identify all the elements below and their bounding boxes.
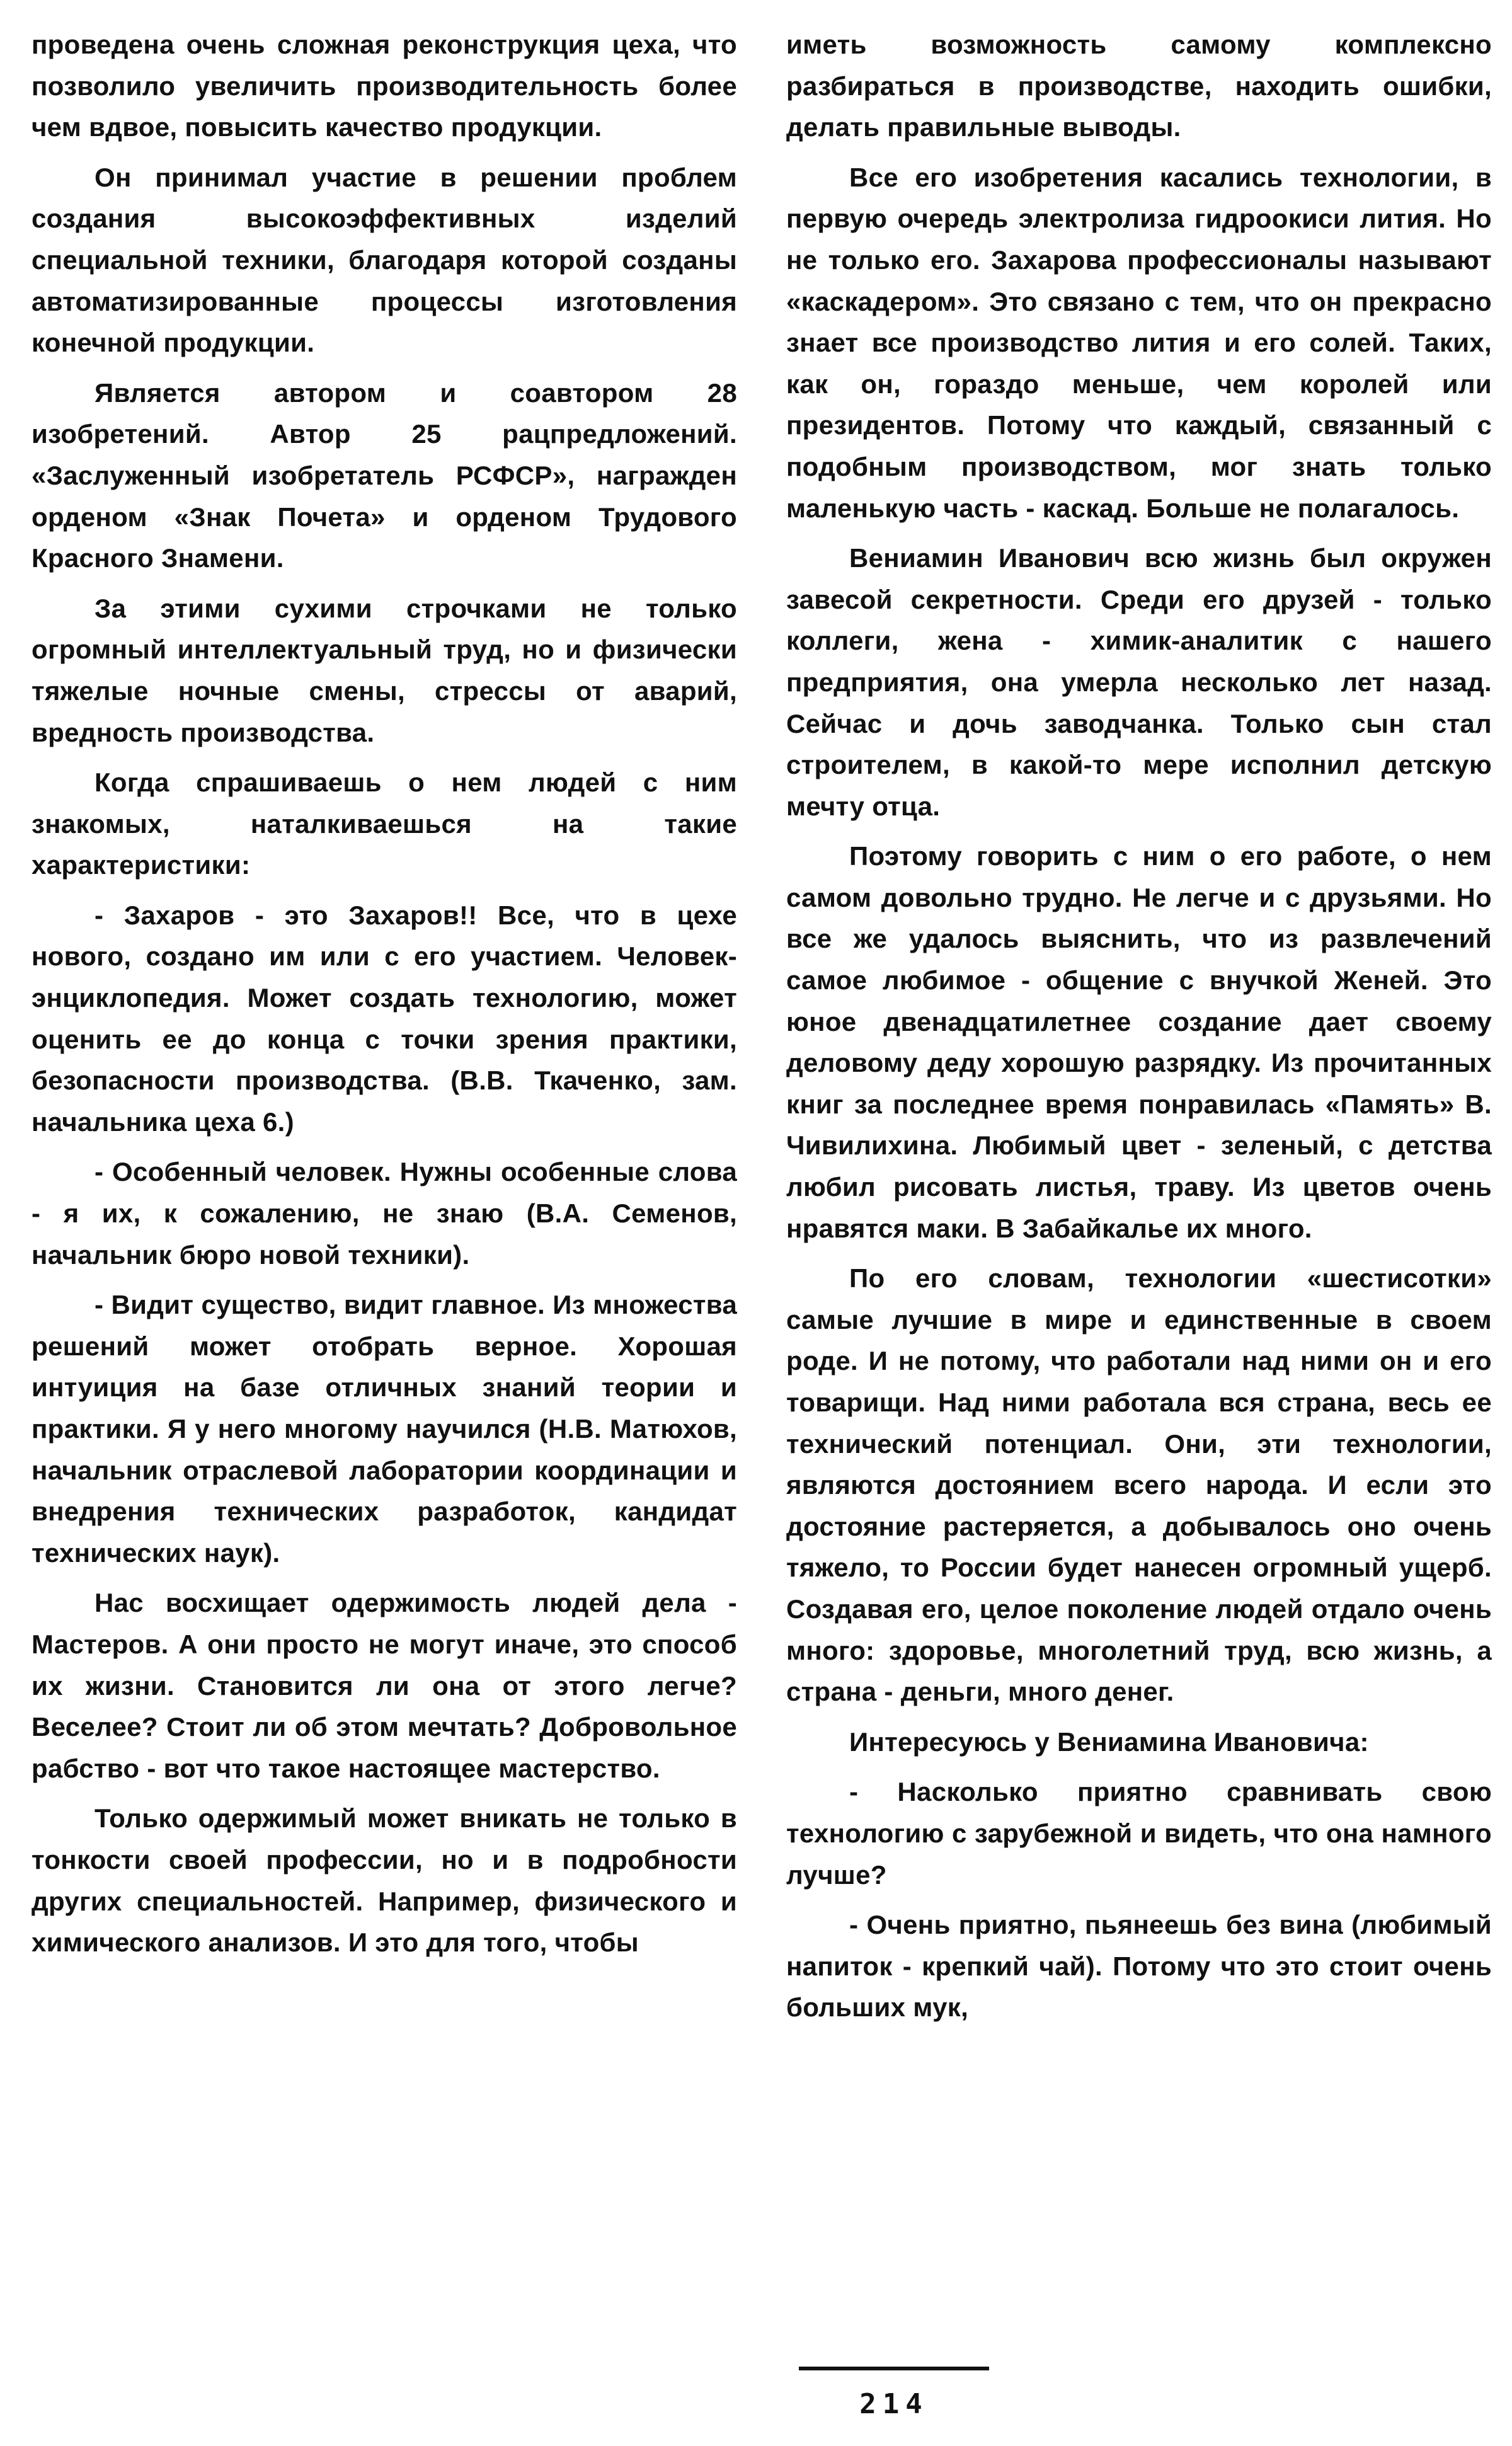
paragraph: Все его изобретения касались технологии, в первую очередь электролиза гидроокиси лития. Но не только его. Захарова профессионалы называют «каскадером». Это связано с тем, что он прекрасно знает все производство лития и его солей. Таких, как он, гораздо меньше, чем королей или президентов. Потому что каждый, связанный с подобным производством, мог знать только маленькую часть - каскад. Больше не полагалось. xyxy=(786,162,1492,523)
paragraph: - Насколько приятно сравнивать свою технологию с зарубежной и видеть, что она намного лучше? xyxy=(786,1777,1492,1890)
paragraph: По его словам, технологии «шестисотки» самые лучшие в мире и единственные в своем роде. И не потому, что работали над ними он и его товарищи. Над ними работала вся страна, весь ее технический потенциал. Они, эти технологии, являются достоянием всего народа. И если это достояние растеряется, а добывалось оно очень тяжело, то России будет нанесен огромный ущерб. Создавая его, целое поколение людей отдало очень много: здоровье, многолетний труд, всю жизнь, а страна - деньги, много денег. xyxy=(786,1263,1492,1707)
paragraph: иметь возможность самому комплексно разбираться в производстве, находить ошибки, делать правильные выводы. xyxy=(786,30,1492,142)
page-number: 214 xyxy=(859,2388,929,2420)
paragraph: Интересуюсь у Вениамина Ивановича: xyxy=(849,1726,1369,1757)
paragraph: Нас восхищает одержимость людей дела - Мастеров. А они просто не могут иначе, это способ их жизни. Становится ли она от этого легче? Веселее? Стоит ли об этом мечтать? Добровольное рабство - вот что такое настоящее мастерство. xyxy=(32,1588,737,1783)
paragraph: Поэтому говорить с ним о его работе, о нем самом довольно трудно. Не легче и с друзьями. Но все же удалось выяснить, что из развлечений самое любимое - общение с внучкой Женей. Это юное двенадцатилетнее создание дает своему деловому деду хорошую разрядку. Из прочитанных книг за последнее время понравилась «Память» В. Чивилихина. Любимый цвет - зеленый, с детства любил рисовать листья, траву. Из цветов очень нравятся маки. В Забайкалье их много. xyxy=(786,841,1492,1243)
paragraph: - Захаров - это Захаров!! Все, что в цехе нового, создано им или с его участием. Человек-энциклопедия. Может создать технологию, может оценить ее до конца с точки зрения практики, безопасности производства. (В.В. Ткаченко, зам. начальника цеха 6.) xyxy=(32,900,737,1137)
paragraph: Он принимал участие в решении проблем создания высокоэффективных изделий специальной техники, благодаря которой созданы автоматизированные процессы изготовления конечной продукции. xyxy=(32,162,737,358)
paragraph: Вениамин Иванович всю жизнь был окружен завесой секретности. Среди его друзей - только коллеги, жена - химик-аналитик с нашего предприятия, она умерла несколько лет назад. Сейчас и дочь заводчанка. Только сын стал строителем, в какой-то мере исполнил детскую мечту отца. xyxy=(786,543,1492,821)
paragraph: Является автором и соавтором 28 изобретений. Автор 25 рацпредложений. «Заслуженный изобретатель РСФСР», награжден орденом «Знак Почета» и орденом Трудового Красного Знамени. xyxy=(32,377,737,573)
paragraph: Только одержимый может вникать не только в тонкости своей профессии, но и в подробности других специальностей. Например, физического и химического анализов. И это для того, чтобы xyxy=(32,1803,737,1958)
paragraph: Когда спрашиваешь о нем людей с ним знакомых, наталкиваешься на такие характеристики: xyxy=(32,767,737,880)
footer-rule xyxy=(799,2367,989,2370)
paragraph: - Видит существо, видит главное. Из множества решений может отобрать верное. Хорошая интуиция на базе отличных знаний теории и практики. Я у него многому научился (Н.В. Матюхов, начальник отраслевой лаборатории координации и внедрения технических разработок, кандидат технических наук). xyxy=(32,1290,737,1568)
paragraph: - Особенный человек. Нужны особенные слова - я их, к сожалению, не знаю (В.А. Семенов, начальник бюро новой техники). xyxy=(32,1157,737,1270)
paragraph: - Очень приятно, пьянеешь без вина (любимый напиток - крепкий чай). Потому что это стоит очень больших мук, xyxy=(786,1910,1492,2023)
right-text-column xyxy=(786,24,1492,2037)
left-text-column xyxy=(32,24,737,1972)
paragraph: За этими сухими строчками не только огромный интеллектуальный труд, но и физически тяжелые ночные смены, стрессы от аварий, вредность производства. xyxy=(32,593,737,747)
paragraph: проведена очень сложная реконструкция цеха, что позволило увеличить производительность более чем вдвое, повысить качество продукции. xyxy=(32,30,737,142)
